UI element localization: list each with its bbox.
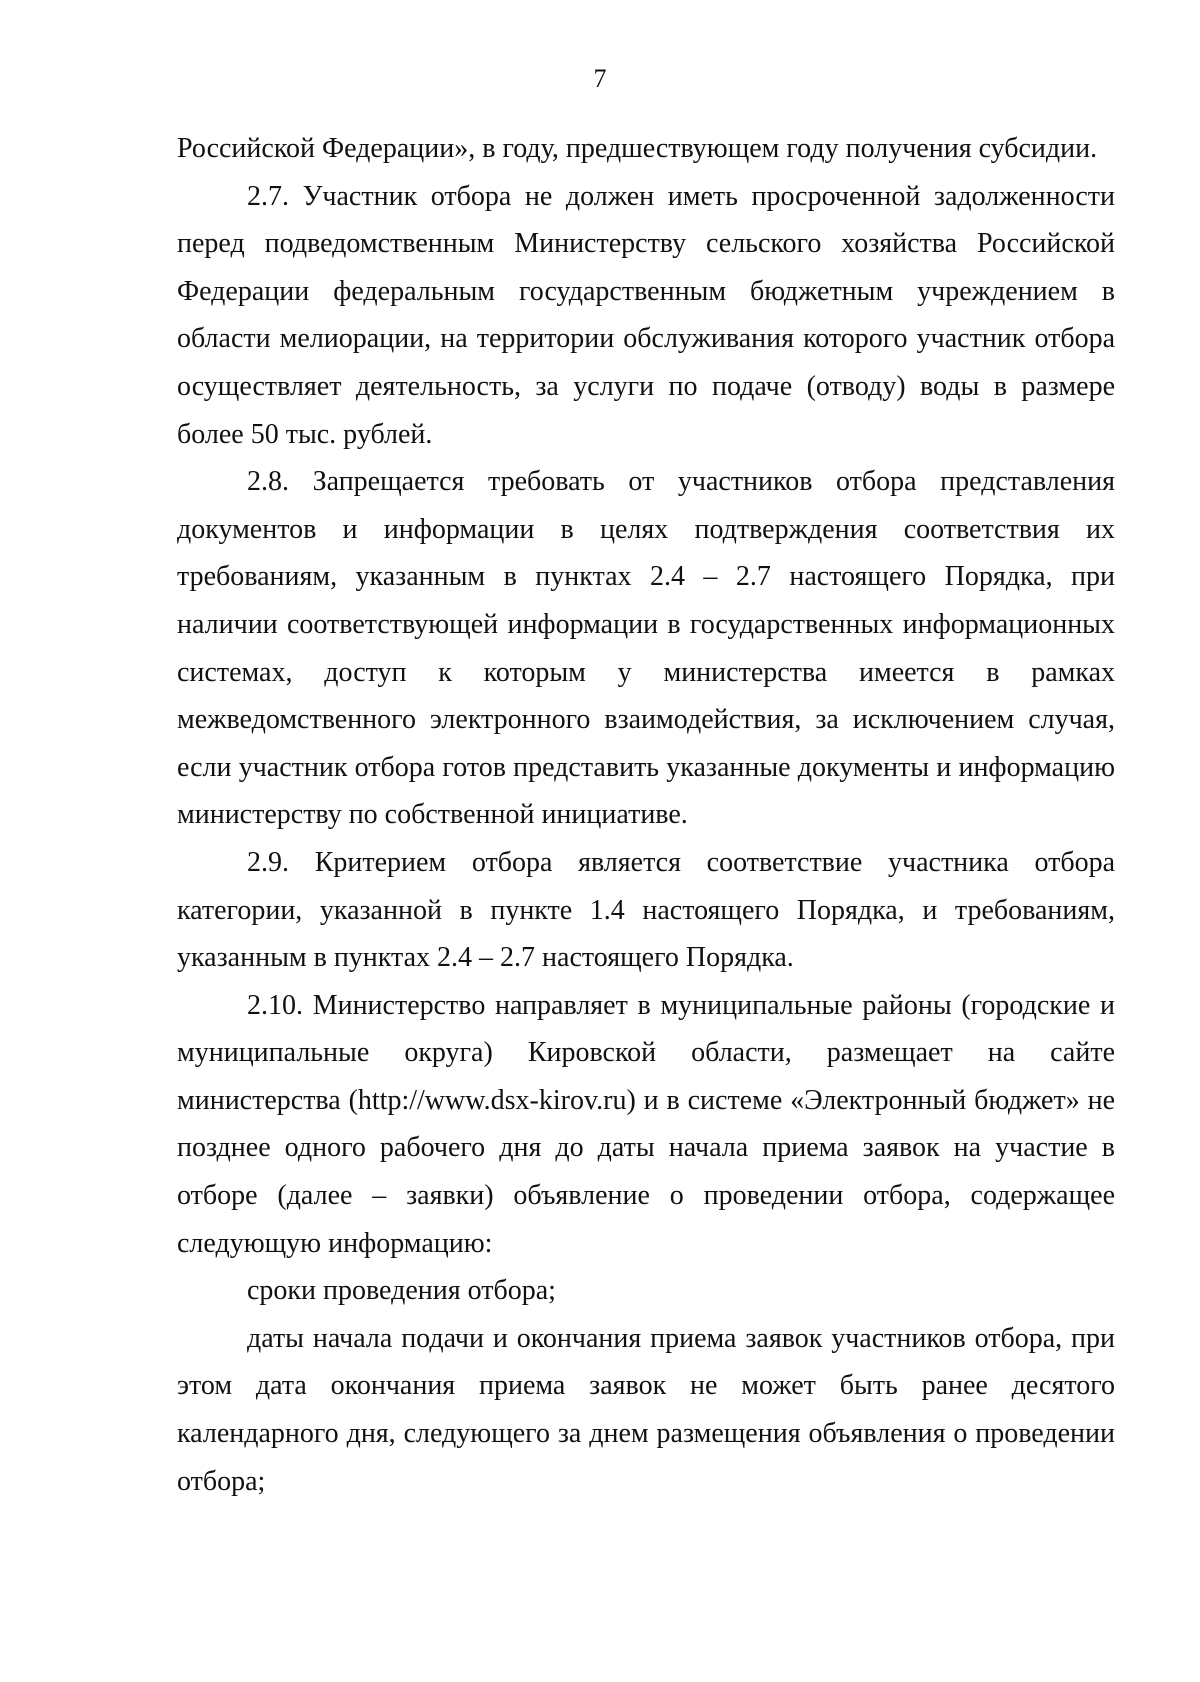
paragraph-continuation: Российской Федерации», в году, предшествующем году получения субсидии.	[177, 133, 1098, 164]
list-item-selection-period: сроки проведения отбора;	[247, 1275, 556, 1307]
document-body	[177, 125, 1115, 1505]
paragraph-2-7: 2.7. Участник отбора не должен иметь просроченной задолженности перед подведомственным Министерству сельского хозяйства Российской Федерации федеральным государственным бюджетным учреждением в области мелиорации, на территории обслуживания которого участник отбора осуществляет деятельность, за услуги по подаче (отводу) воды в размере более 50 тыс. рублей.	[177, 180, 1115, 450]
page-number: 7	[593, 64, 607, 93]
paragraph-2-9: 2.9. Критерием отбора является соответствие участника отбора категории, указанной в пункте 1.4 настоящего Порядка, и требованиям, указанным в пунктах 2.4 – 2.7 настоящего Порядка.	[177, 846, 1115, 974]
paragraph-2-8: 2.8. Запрещается требовать от участников отбора представления документов и информации в целях подтверждения соответствия их требованиям, указанным в пунктах 2.4 – 2.7 настоящего Порядка, при наличии соответствующей информации в государственных информационных системах, доступ к которым у министерства имеется в рамках межведомственного электронного взаимодействия, за исключением случая, если участник отбора готов представить указанные документы и информацию министерству по собственной инициативе.	[177, 466, 1115, 831]
list-item-application-dates: даты начала подачи и окончания приема заявок участников отбора, при этом дата окончания приема заявок не может быть ранее десятого календарного дня, следующего за днем размещения объявления о проведении отбора;	[177, 1322, 1115, 1497]
paragraph-2-10: 2.10. Министерство направляет в муниципальные районы (городские и муниципальные округа) Кировской области, размещает на сайте министерства (http://www.dsx-kirov.ru) и в системе «Электронный бюджет» не позднее одного рабочего дня до даты начала приема заявок на участие в отборе (далее – заявки) объявление о проведении отбора, содержащее следующую информацию:	[177, 989, 1115, 1259]
